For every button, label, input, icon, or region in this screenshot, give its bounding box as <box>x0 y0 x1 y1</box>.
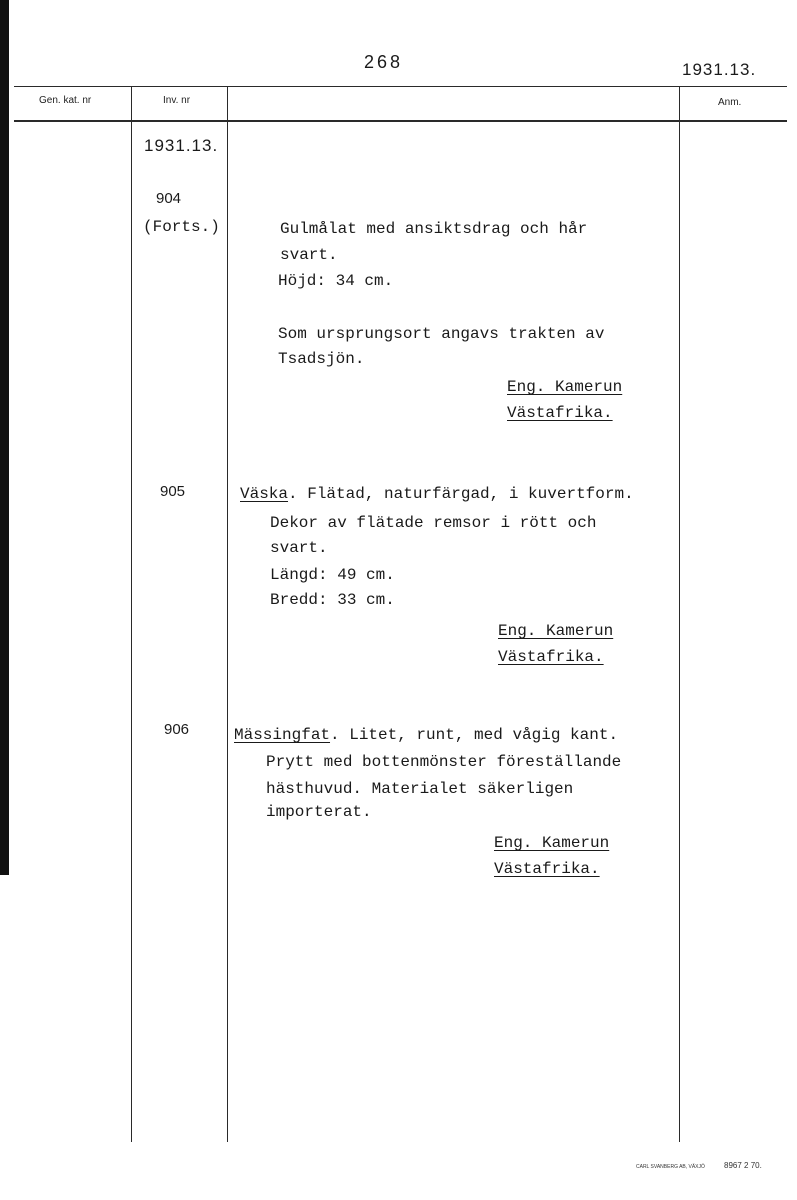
continued-label: (Forts.) <box>143 218 220 236</box>
origin-line: Eng. Kamerun <box>507 378 623 396</box>
printer-imprint: CARL SVANBERG AB, VÄXJÖ <box>636 1164 705 1170</box>
header-bottom-rule <box>14 120 787 122</box>
entry-line: svart. <box>280 246 338 264</box>
inv-number: 906 <box>164 721 190 738</box>
column-rule-1 <box>131 86 132 1142</box>
entry-line: importerat. <box>266 803 372 821</box>
entry-title: Väska <box>240 485 289 503</box>
column-rule-3 <box>679 86 680 1142</box>
accession-label: 1931.13. <box>144 136 219 155</box>
entry-line: Som ursprungsort angavs trakten av <box>278 325 605 343</box>
entry-first-line <box>234 726 618 744</box>
column-header-inv: Inv. nr <box>163 95 191 106</box>
entry-line: Dekor av flätade remsor i rött och <box>270 514 597 532</box>
header-top-rule <box>14 86 787 87</box>
origin-line: Eng. Kamerun <box>498 622 614 640</box>
origin-line: Västafrika. <box>507 404 613 422</box>
page-number: 268 <box>364 52 404 72</box>
entry-first-line <box>240 485 634 503</box>
column-header-gen-kat: Gen. kat. nr <box>39 95 92 106</box>
entry-line: hästhuvud. Materialet säkerligen <box>266 780 574 798</box>
entry-line: svart. <box>270 539 328 557</box>
form-code: 8967 2 70. <box>724 1161 762 1170</box>
entry-line: Gulmålat med ansiktsdrag och hår <box>280 220 588 238</box>
entry-line: Bredd: 33 cm. <box>270 591 395 609</box>
origin-line: Västafrika. <box>494 860 600 878</box>
entry-first-line-text: . Flätad, naturfärgad, i kuvertform. <box>288 485 634 503</box>
origin-line: Västafrika. <box>498 648 604 666</box>
entry-line: Prytt med bottenmönster föreställande <box>266 753 622 771</box>
inv-number: 905 <box>160 483 186 500</box>
column-rule-2 <box>227 86 228 1142</box>
entry-title: Mässingfat <box>234 726 331 744</box>
entry-first-line-text: . Litet, runt, med vågig kant. <box>330 726 619 744</box>
entry-line: Tsadsjön. <box>278 350 365 368</box>
accession-header: 1931.13. <box>682 60 757 79</box>
origin-line: Eng. Kamerun <box>494 834 610 852</box>
entry-line: Längd: 49 cm. <box>270 566 395 584</box>
binding-strip <box>0 0 9 875</box>
column-header-anm: Anm. <box>718 97 742 108</box>
entry-line: Höjd: 34 cm. <box>278 272 394 290</box>
inv-number: 904 <box>156 190 182 207</box>
